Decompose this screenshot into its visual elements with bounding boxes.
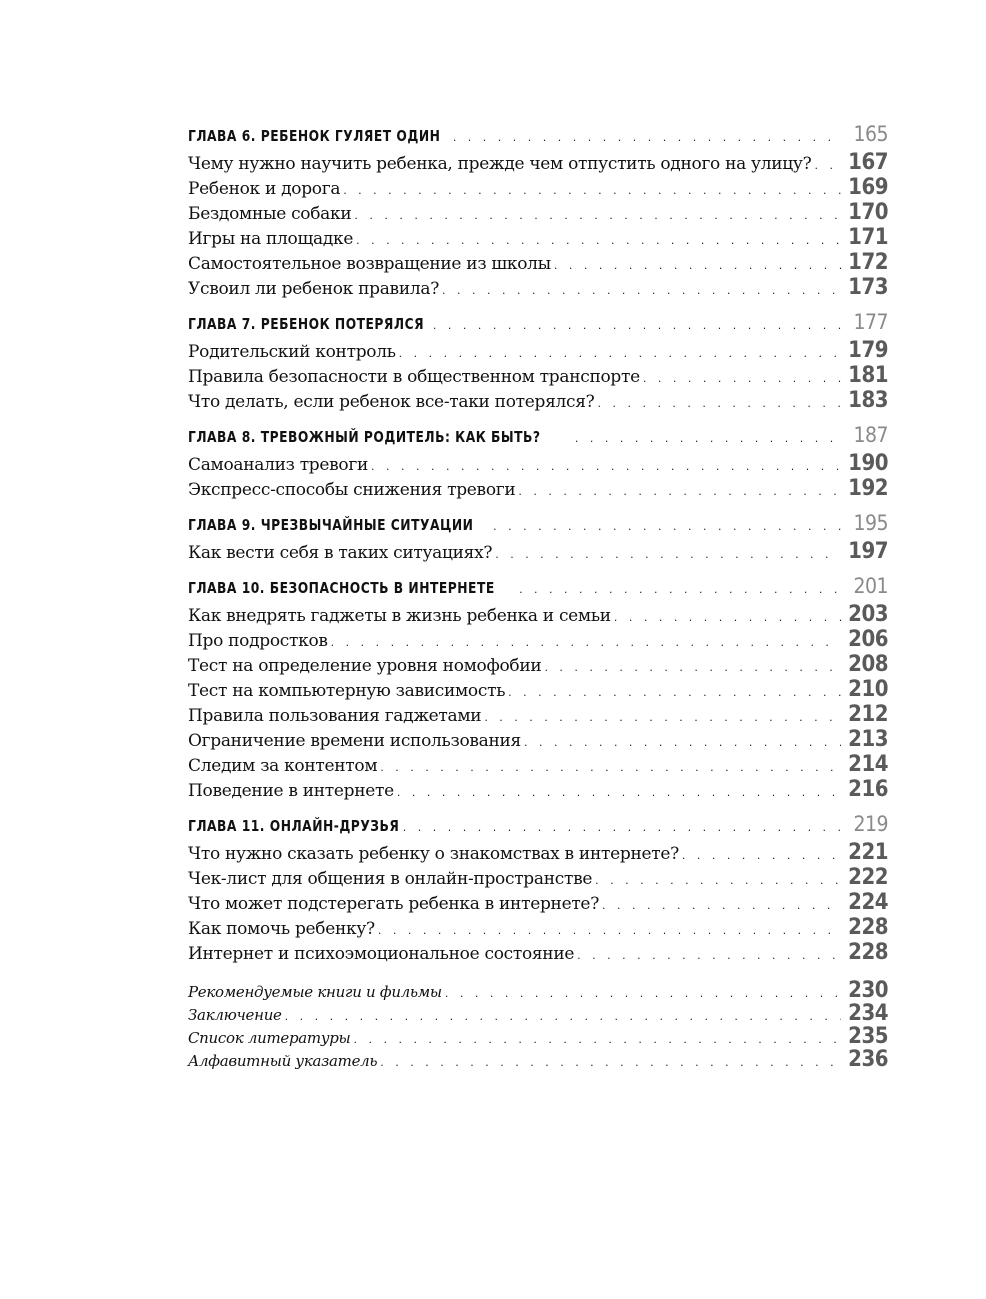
toc-entry-page-number: 171 bbox=[848, 225, 888, 250]
toc-entry-page-number: 170 bbox=[848, 200, 888, 225]
toc-chapter-heading-page-number: 219 bbox=[853, 812, 888, 836]
toc-chapter-heading-title: ГЛАВА 9. ЧРЕЗВЫЧАЙНЫЕ СИТУАЦИИ bbox=[188, 516, 474, 534]
toc-entry-page-number: 181 bbox=[848, 363, 888, 388]
toc-entry-title: Поведение в интернете bbox=[188, 781, 394, 801]
toc-entry bbox=[188, 652, 888, 677]
toc-entry-page-number: 192 bbox=[848, 476, 888, 501]
dot-leader bbox=[595, 868, 841, 893]
toc-entry bbox=[188, 275, 888, 300]
toc-entry-page-number: 173 bbox=[848, 275, 888, 300]
toc-chapter-heading bbox=[188, 507, 888, 539]
toc-end-matter-entry bbox=[188, 979, 888, 1002]
toc-entry-page-number: 183 bbox=[848, 388, 888, 413]
toc-end-matter-entry-title: Рекомендуемые книги и фильмы bbox=[188, 983, 442, 1001]
toc-entry bbox=[188, 250, 888, 275]
toc-entry-page-number: 197 bbox=[848, 539, 888, 564]
toc-end-matter-entry bbox=[188, 1048, 888, 1071]
toc-entry-title: Как вести себя в таких ситуациях? bbox=[188, 543, 493, 563]
dot-leader bbox=[433, 310, 841, 342]
toc-chapter-heading-title: ГЛАВА 7. РЕБЕНОК ПОТЕРЯЛСЯ bbox=[188, 315, 425, 333]
toc-end-matter-entry-title: Алфавитный указатель bbox=[188, 1052, 378, 1070]
toc-entry bbox=[188, 200, 888, 225]
toc-entry bbox=[188, 915, 888, 940]
dot-leader bbox=[643, 366, 841, 391]
dot-leader bbox=[597, 391, 841, 416]
dot-leader bbox=[378, 918, 841, 943]
toc-entry-page-number: 212 bbox=[848, 702, 888, 727]
dot-leader bbox=[356, 228, 841, 253]
toc-entry-title: Чему нужно научить ребенка, прежде чем отпустить одного на улицу? bbox=[188, 154, 812, 174]
toc-end-matter-entry-title: Список литературы bbox=[188, 1029, 351, 1047]
dot-leader bbox=[519, 574, 841, 606]
toc-entry bbox=[188, 539, 888, 564]
toc-chapter-heading bbox=[188, 570, 888, 602]
dot-leader bbox=[484, 705, 841, 730]
toc-end-matter-entry-page-number: 236 bbox=[848, 1047, 888, 1072]
toc-entry-page-number: 210 bbox=[848, 677, 888, 702]
toc-entry-title: Тест на определение уровня номофобии bbox=[188, 656, 542, 676]
toc-entry-page-number: 228 bbox=[848, 940, 888, 965]
toc-end-matter-entry-page-number: 230 bbox=[848, 978, 888, 1003]
toc-chapter-heading-title: ГЛАВА 11. ОНЛАЙН-ДРУЗЬЯ bbox=[188, 817, 400, 835]
toc-chapter-heading-page-number: 187 bbox=[853, 423, 888, 447]
toc-entry-title: Что делать, если ребенок все-таки потерялся? bbox=[188, 392, 595, 412]
toc-entry-title: Как помочь ребенку? bbox=[188, 919, 375, 939]
toc-entry bbox=[188, 225, 888, 250]
table-of-contents bbox=[188, 118, 888, 1071]
toc-entry bbox=[188, 840, 888, 865]
toc-entry-page-number: 203 bbox=[848, 602, 888, 627]
toc-chapter-heading bbox=[188, 306, 888, 338]
toc-entry-page-number: 228 bbox=[848, 915, 888, 940]
toc-end-matter-entry-page-number: 235 bbox=[848, 1024, 888, 1049]
toc-entry-title: Бездомные собаки bbox=[188, 204, 352, 224]
toc-entry bbox=[188, 476, 888, 501]
dot-leader bbox=[524, 730, 841, 755]
toc-entry bbox=[188, 777, 888, 802]
toc-chapter-heading-title: ГЛАВА 8. ТРЕВОЖНЫЙ РОДИТЕЛЬ: КАК БЫТЬ? bbox=[188, 428, 541, 446]
toc-entry-title: Правила пользования гаджетами bbox=[188, 706, 482, 726]
toc-entry-page-number: 221 bbox=[848, 840, 888, 865]
toc-end-matter-entry-title: Заключение bbox=[188, 1006, 282, 1024]
dot-leader bbox=[397, 780, 841, 805]
dot-leader bbox=[575, 423, 841, 455]
dot-leader bbox=[554, 253, 841, 278]
toc-entry bbox=[188, 702, 888, 727]
toc-entry-page-number: 167 bbox=[848, 150, 888, 175]
toc-entry-page-number: 214 bbox=[848, 752, 888, 777]
toc-chapter-heading-page-number: 165 bbox=[853, 122, 888, 146]
toc-entry-page-number: 216 bbox=[848, 777, 888, 802]
toc-end-matter-entry bbox=[188, 1025, 888, 1048]
toc-entry-page-number: 208 bbox=[848, 652, 888, 677]
toc-entry-page-number: 172 bbox=[848, 250, 888, 275]
dot-leader bbox=[602, 893, 841, 918]
toc-chapter-heading-title: ГЛАВА 6. РЕБЕНОК ГУЛЯЕТ ОДИН bbox=[188, 127, 441, 145]
toc-entry-page-number: 206 bbox=[848, 627, 888, 652]
dot-leader bbox=[577, 943, 841, 968]
dot-leader bbox=[814, 153, 841, 178]
toc-entry-title: Тест на компьютерную зависимость bbox=[188, 681, 506, 701]
toc-entry-page-number: 222 bbox=[848, 865, 888, 890]
dot-leader bbox=[354, 203, 841, 228]
dot-leader bbox=[508, 680, 841, 705]
toc-entry-title: Игры на площадке bbox=[188, 229, 354, 249]
dot-leader bbox=[493, 511, 841, 543]
toc-chapter-heading-page-number: 201 bbox=[853, 574, 888, 598]
toc-entry-page-number: 169 bbox=[848, 175, 888, 200]
dot-leader bbox=[403, 812, 841, 844]
toc-end-matter-entry-page-number: 234 bbox=[848, 1001, 888, 1026]
toc-entry-title: Родительский контроль bbox=[188, 342, 396, 362]
toc-entry bbox=[188, 388, 888, 413]
toc-entry-title: Ограничение времени использования bbox=[188, 731, 521, 751]
dot-leader bbox=[380, 755, 841, 780]
dot-leader bbox=[518, 479, 841, 504]
toc-entry bbox=[188, 363, 888, 388]
toc-entry-page-number: 179 bbox=[848, 338, 888, 363]
dot-leader bbox=[343, 178, 841, 203]
toc-entry-page-number: 213 bbox=[848, 727, 888, 752]
dot-leader bbox=[682, 843, 841, 868]
dot-leader bbox=[371, 454, 841, 479]
toc-entry bbox=[188, 150, 888, 175]
dot-leader bbox=[544, 655, 841, 680]
toc-entry-title: Что нужно сказать ребенку о знакомствах в интернете? bbox=[188, 844, 679, 864]
toc-entry bbox=[188, 175, 888, 200]
toc-entry bbox=[188, 677, 888, 702]
toc-entry bbox=[188, 865, 888, 890]
toc-entry-title: Интернет и психоэмоциональное состояние bbox=[188, 944, 575, 964]
toc-entry-title: Ребенок и дорога bbox=[188, 179, 341, 199]
toc-chapter-heading-title: ГЛАВА 10. БЕЗОПАСНОСТЬ В ИНТЕРНЕТЕ bbox=[188, 579, 495, 597]
toc-entry-title: Самоанализ тревоги bbox=[188, 455, 368, 475]
dot-leader bbox=[331, 630, 841, 655]
toc-entry bbox=[188, 890, 888, 915]
toc-entry-title: Следим за контентом bbox=[188, 756, 378, 776]
toc-entry bbox=[188, 727, 888, 752]
toc-entry-title: Как внедрять гаджеты в жизнь ребенка и семьи bbox=[188, 606, 611, 626]
dot-leader bbox=[614, 605, 841, 630]
dot-leader bbox=[495, 542, 841, 567]
toc-chapter-heading bbox=[188, 808, 888, 840]
dot-leader bbox=[285, 1005, 841, 1028]
toc-entry-title: Что может подстерегать ребенка в интернете? bbox=[188, 894, 600, 914]
toc-entry-title: Правила безопасности в общественном транспорте bbox=[188, 367, 640, 387]
dot-leader bbox=[445, 982, 841, 1005]
toc-entry-title: Самостоятельное возвращение из школы bbox=[188, 254, 551, 274]
toc-chapter-heading-page-number: 177 bbox=[853, 310, 888, 334]
toc-entry bbox=[188, 940, 888, 965]
dot-leader bbox=[353, 1028, 841, 1051]
toc-entry-page-number: 224 bbox=[848, 890, 888, 915]
toc-entry bbox=[188, 602, 888, 627]
toc-entry-title: Про подростков bbox=[188, 631, 328, 651]
toc-entry bbox=[188, 627, 888, 652]
toc-entry-page-number: 190 bbox=[848, 451, 888, 476]
toc-chapter-heading-page-number: 195 bbox=[853, 511, 888, 535]
toc-end-matter-entry bbox=[188, 1002, 888, 1025]
toc-entry-title: Усвоил ли ребенок правила? bbox=[188, 279, 440, 299]
dot-leader bbox=[453, 122, 841, 154]
dot-leader bbox=[380, 1051, 841, 1074]
toc-chapter-heading bbox=[188, 118, 888, 150]
toc-entry bbox=[188, 338, 888, 363]
toc-entry-title: Чек-лист для общения в онлайн-пространстве bbox=[188, 869, 593, 889]
toc-entry bbox=[188, 752, 888, 777]
dot-leader bbox=[442, 278, 841, 303]
toc-chapter-heading bbox=[188, 419, 888, 451]
toc-entry bbox=[188, 451, 888, 476]
dot-leader bbox=[399, 341, 841, 366]
toc-entry-title: Экспресс-способы снижения тревоги bbox=[188, 480, 516, 500]
